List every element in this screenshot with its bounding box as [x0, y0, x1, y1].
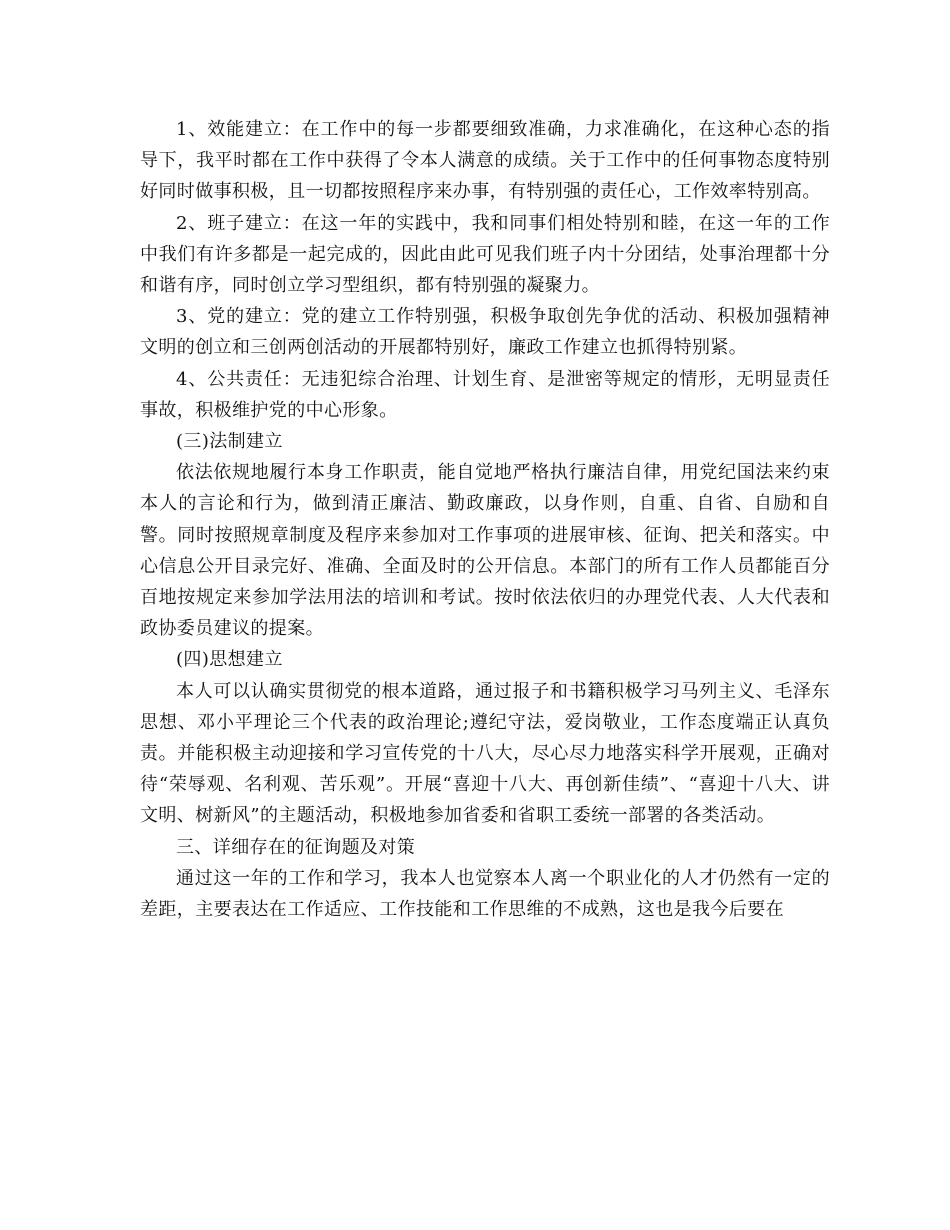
section-heading-ideology: (四)思想建立	[176, 649, 283, 671]
paragraph-party-building: 3、党的建立：党的建立工作特别强，积极争取创先争优的活动、积极加强精神文明的创立和三创两创活动的开展都特别好，廉政工作建立也抓得特别紧。	[140, 306, 830, 359]
section-heading-legal: (三)法制建立	[176, 431, 283, 453]
document-body	[140, 114, 830, 925]
paragraph-legal: 依法依规地履行本身工作职责，能自觉地严格执行廉洁自律，用党纪国法来约束本人的言论和行为，做到清正廉洁、勤政廉政，以身作则，自重、自省、自励和自警。同时按照规章制度及程序来参加对工作事项的进展审核、征询、把关和落实。中心信息公开目录完好、准确、全面及时的公开信息。本部门的所有工作人员都能百分百地按规定来参加学法用法的培训和考试。按时依法依归的办理党代表、人大代表和政协委员建议的提案。	[140, 462, 830, 640]
paragraph-ideology: 本人可以认确实贯彻党的根本道路，通过报子和书籍积极学习马列主义、毛泽东思想、邓小平理论三个代表的政治理论;遵纪守法，爱岗敬业，工作态度端正认真负责。并能积极主动迎接和学习宣传党的十八大，尽心尽力地落实科学开展观，正确对待“荣辱观、名利观、苦乐观”。开展“喜迎十八大、再创新佳绩”、“喜迎十八大、讲文明、树新风”的主题活动，积极地参加省委和省职工委统一部署的各类活动。	[140, 680, 830, 827]
paragraph-public-responsibility: 4、公共责任：无违犯综合治理、计划生育、是泄密等规定的情形，无明显责任事故，积极维护党的中心形象。	[140, 368, 830, 421]
section-heading-problems: 三、详细存在的征询题及对策	[176, 836, 416, 858]
paragraph-efficiency: 1、效能建立：在工作中的每一步都要细致准确，力求准确化，在这种心态的指导下，我平时都在工作中获得了令本人满意的成绩。关于工作中的任何事物态度特别好同时做事积极，且一切都按照程序来办事，有特别强的责任心，工作效率特别高。	[140, 119, 830, 203]
paragraph-team-building: 2、班子建立：在这一年的实践中，我和同事们相处特别和睦，在这一年的工作中我们有许多都是一起完成的，因此由此可见我们班子内十分团结，处事治理都十分和谐有序，同时创立学习型组织，都有特别强的凝聚力。	[140, 212, 830, 297]
paragraph-problems: 通过这一年的工作和学习，我本人也觉察本人离一个职业化的人才仍然有一定的差距，主要表达在工作适应、工作技能和工作思维的不成熟，这也是我今后要在	[140, 867, 830, 921]
